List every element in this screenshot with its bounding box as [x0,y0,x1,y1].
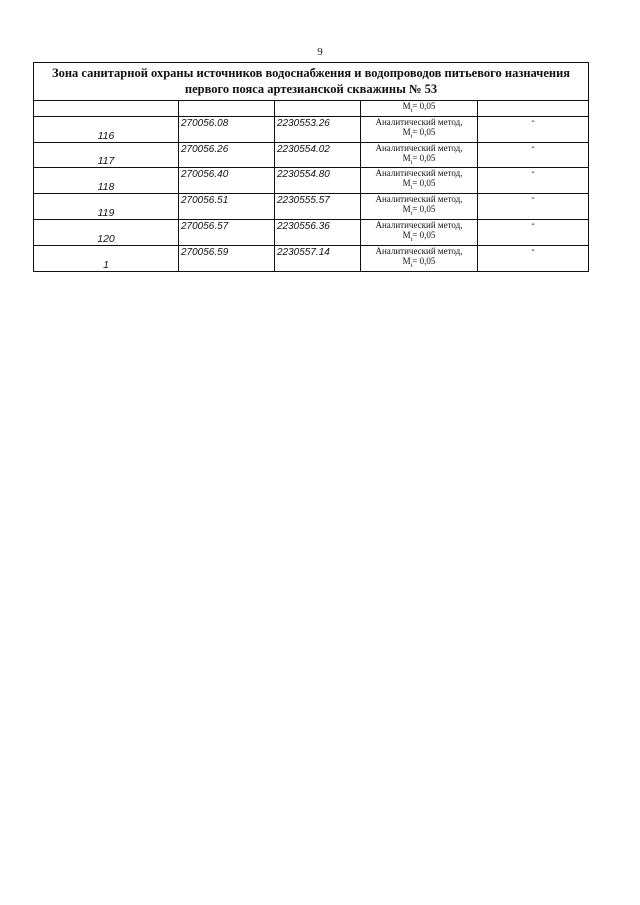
y-coordinate: 2230557.14 [275,245,361,271]
method-sub: t [410,133,413,140]
method-cell [361,142,478,168]
y-coordinate: 2230553.26 [275,116,361,142]
method-cell [361,101,478,117]
method-sub: t [410,107,413,114]
method-line1: Аналитический метод, [375,245,463,256]
extra-cell: - [478,245,589,271]
method-suffix: = 0,05 [412,152,436,163]
y-coordinate: 2230554.80 [275,168,361,194]
method-cell [361,219,478,245]
method-line2 [363,204,475,219]
method-prefix: M [402,204,411,215]
method-line2 [363,230,475,245]
table-row [34,219,589,245]
method-prefix: M [402,101,411,111]
method-sub: t [410,262,413,269]
method-sub: t [410,159,413,166]
table-row [34,142,589,168]
x-coordinate: 270056.59 [179,245,275,271]
method-suffix: = 0,05 [412,101,436,111]
extra-cell: - [478,116,589,142]
table-title-row [34,63,589,101]
y-coordinate: 2230556.36 [275,219,361,245]
method-suffix: = 0,05 [412,204,436,215]
page-number: 9 [317,46,323,58]
method-suffix: = 0,05 [412,178,436,189]
method-prefix: M [402,152,411,163]
extra-cell: - [478,219,589,245]
method-prefix: M [402,255,411,266]
point-number: 117 [34,142,179,168]
y-coordinate: 2230554.02 [275,142,361,168]
method-sub: t [410,236,413,243]
y-coordinate: 2230555.57 [275,194,361,220]
method-line1: Аналитический метод, [375,219,463,230]
point-number: 119 [34,194,179,220]
table-row [34,245,589,271]
method-line2 [363,127,475,142]
point-number: 1 [34,245,179,271]
x-coordinate: 270056.57 [179,219,275,245]
extra-cell: - [478,142,589,168]
table-row [34,116,589,142]
table-row [34,168,589,194]
method-cell [361,194,478,220]
x-coordinate: 270056.51 [179,194,275,220]
x-coordinate: 270056.26 [179,142,275,168]
method-line2 [363,153,475,168]
method-sub: t [410,185,413,192]
method-cell [361,245,478,271]
method-cell [361,116,478,142]
point-number: 120 [34,219,179,245]
coordinates-table [33,62,589,272]
method-cell [361,168,478,194]
method-sub: t [410,210,413,217]
table-title: Зона санитарной охраны источников водоснабжения и водопроводов питьевого назначения первого пояса артезианской скважины № 53 [34,63,589,101]
method-line1: Аналитический метод, [375,168,463,179]
y-cell [275,101,361,117]
table-row [34,194,589,220]
point-number: 116 [34,116,179,142]
extra-cell [478,101,589,117]
point-number: 118 [34,168,179,194]
method-prefix: M [402,126,411,137]
method-line1: Аналитический метод, [375,142,463,153]
extra-cell: - [478,194,589,220]
method-suffix: = 0,05 [412,255,436,266]
method-line1: Аналитический метод, [375,116,463,127]
method-line2 [363,256,475,271]
x-coordinate: 270056.40 [179,168,275,194]
method-line1: Аналитический метод, [375,194,463,205]
method-prefix: M [402,178,411,189]
extra-cell: - [478,168,589,194]
point-cell [34,101,179,117]
x-cell [179,101,275,117]
x-coordinate: 270056.08 [179,116,275,142]
method-suffix: = 0,05 [412,229,436,240]
method-prefix: M [402,229,411,240]
method-suffix: = 0,05 [412,126,436,137]
table-row-continuation [34,101,589,117]
method-line2 [363,178,475,193]
